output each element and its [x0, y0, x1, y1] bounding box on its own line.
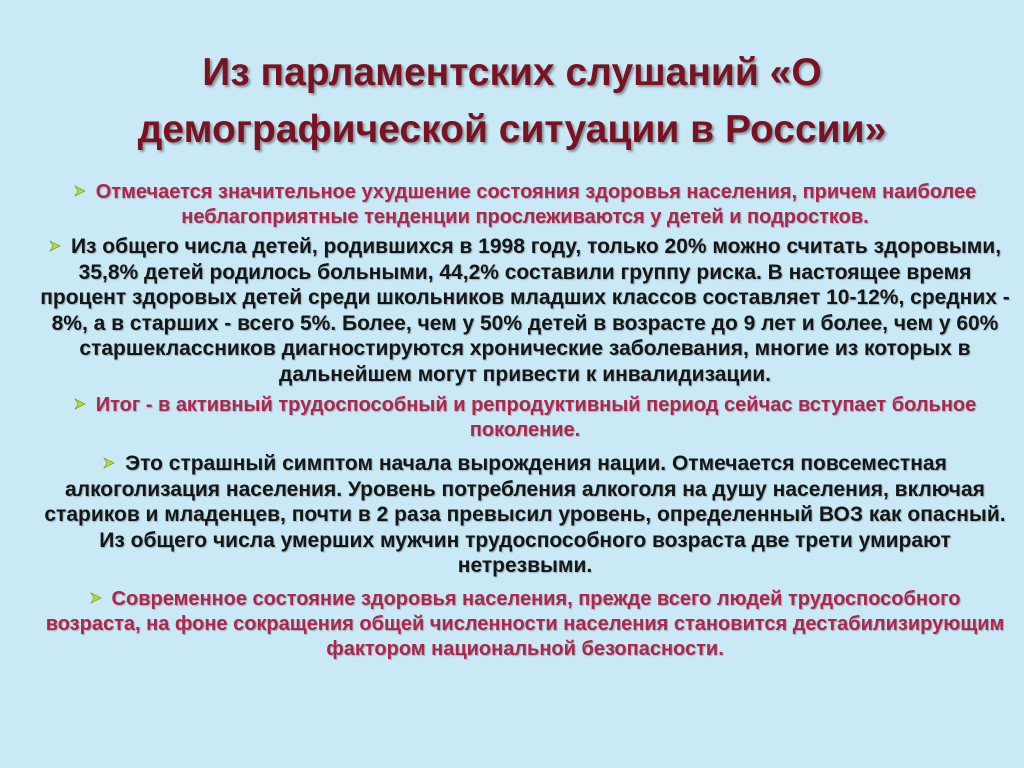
- bullet-text: Из общего числа детей, родившихся в 1998 году, только 20% можно считать здоровыми, 35,8% детей родилось больными, 44,2% составили группу риска. В настоящее время процент здоровых детей среди школьников младших классов составляет 10-12%, средних - 8%, а в старших - всего 5%. Более, чем у 50% детей в возрасте до 9 лет и более, чем у 60% старшеклассников диагностируются хронические заболевания, многие из которых в дальнейшем могут привести к инвалидизации.: [40, 235, 1010, 386]
- slide-title: Из парламентских слушаний «О демографической ситуации в России»: [137, 51, 887, 151]
- arrowhead-icon: [74, 398, 86, 410]
- arrowhead-icon: [49, 240, 61, 252]
- bullet-text: Отмечается значительное ухудшение состояния здоровья населения, причем наиболее неблагоприятные тенденции прослеживаются у детей и подростков.: [95, 181, 977, 228]
- arrowhead-icon: [74, 185, 86, 197]
- bullet-item: [40, 587, 1010, 662]
- arrowhead-icon: [90, 592, 102, 604]
- bullet-item: [40, 234, 1010, 387]
- bullet-item: [40, 393, 1010, 443]
- arrowhead-icon: [103, 457, 115, 469]
- bullet-list: [40, 180, 1010, 662]
- bullet-text: Это страшный симптом начала вырождения нации. Отмечается повсеместная алкоголизация населения. Уровень потребления алкоголя на душу населения, включая стариков и младенцев, почти в 2 раза превысил уровень, определенный ВОЗ как опасный. Из общего числа умерших мужчин трудоспособного возраста две трети умирают нетрезвыми.: [44, 452, 1006, 577]
- bullet-text: Итог - в активный трудоспособный и репродуктивный период сейчас вступает больное поколение.: [95, 394, 977, 441]
- bullet-item: [40, 180, 1010, 230]
- bullet-text: Современное состояние здоровья населения, прежде всего людей трудоспособного возраста, на фоне сокращения общей численности населения становится дестабилизирующим фактором национальной безопасности.: [45, 587, 1005, 660]
- bullet-item: [40, 451, 1010, 579]
